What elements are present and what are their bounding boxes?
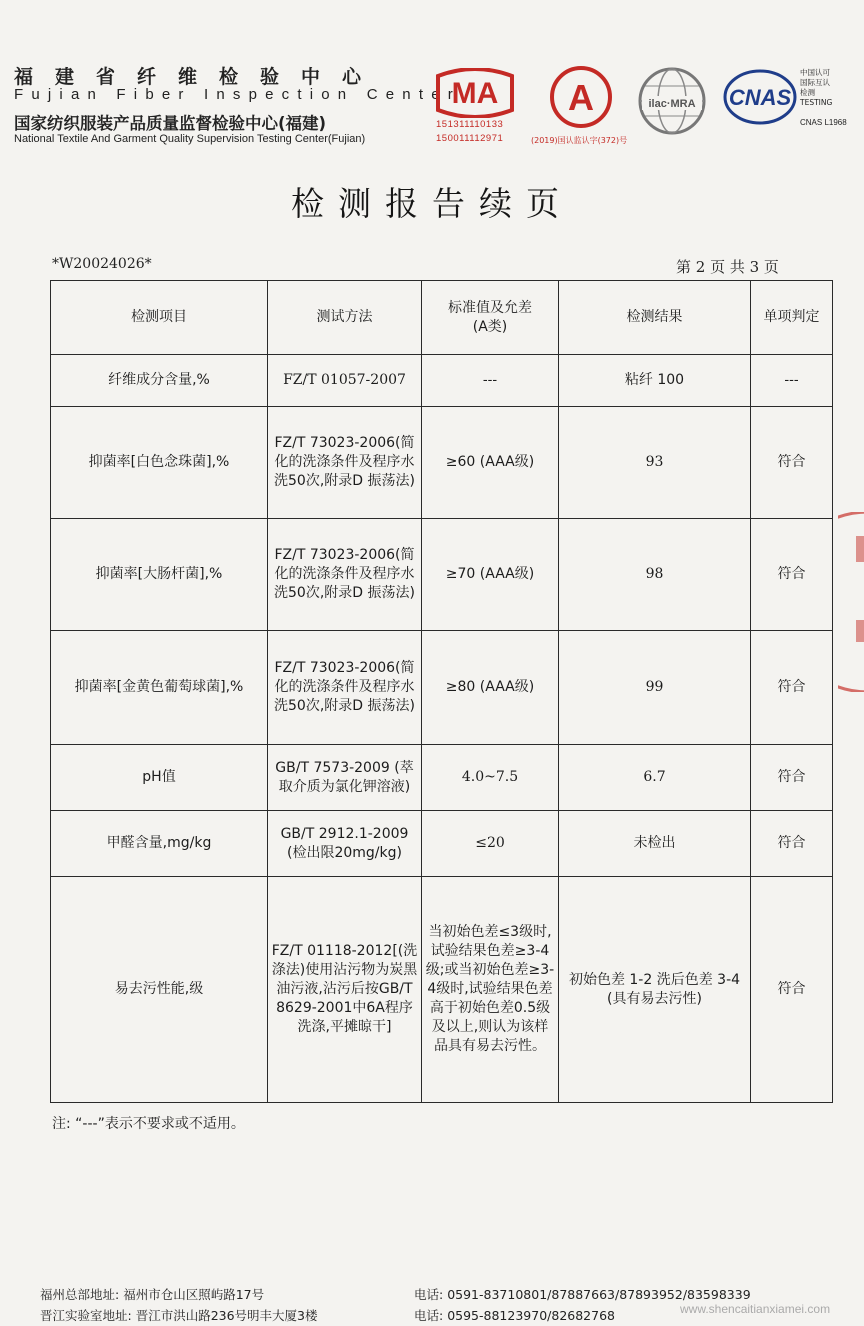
header-verdict: 单项判定 [751,281,833,355]
cell-method: FZ/T 73023-2006(简化的洗涤条件及程序水洗50次,附录D 振荡法) [268,407,422,519]
cell-verdict: 符合 [751,811,833,877]
cnas-description [800,68,832,108]
cell-verdict: 符合 [751,631,833,745]
cell-verdict: 符合 [751,407,833,519]
footer-lab-phone [414,1306,615,1324]
cnas-code: CNAS L1968 [800,118,847,127]
cma-logo-text: MA [451,77,499,110]
cell-standard: ≥80 (AAA级) [422,631,559,745]
footer-hq-phone [414,1285,751,1303]
cal-logo-text: A [568,77,594,118]
header-standard [422,281,559,355]
header-item: 检测项目 [51,281,268,355]
footer-lab-address: 晋江市洪山路236号明丰大厦3楼 [135,1308,318,1323]
table-row [51,877,833,1103]
footer-lab-phone-label: 电话: [414,1308,444,1323]
report-number: *W20024026* [52,256,152,272]
cal-cert-number: (2019)国认监认字(372)号 [531,136,628,145]
footer-hq [40,1285,264,1303]
cell-standard: 当初始色差≤3级时,试验结果色差≥3-4级;或当初始色差≥3-4级时,试验结果色差高于初始色差0.5级及以上,则认为该样品具有易去污性。 [422,877,559,1103]
cell-item: 抑菌率[白色念珠菌],% [51,407,268,519]
cell-verdict: 符合 [751,519,833,631]
footer-lab-phone-number: 0595-88123970/82682768 [447,1308,615,1323]
footer-lab-label: 晋江实验室地址: [40,1308,132,1323]
cell-result: 6.7 [559,745,751,811]
cell-standard: ≥70 (AAA级) [422,519,559,631]
cell-verdict: 符合 [751,745,833,811]
cell-result: 粘纤 100 [559,355,751,407]
cell-method: FZ/T 73023-2006(简化的洗涤条件及程序水洗50次,附录D 振荡法) [268,631,422,745]
cnas-logo-text: CNAS [728,85,792,110]
table-row [51,519,833,631]
center-name-cn: 国家纺织服装产品质量监督检验中心(福建) [14,114,327,133]
cell-verdict: --- [751,355,833,407]
table-note: 注: “---”表示不要求或不适用。 [52,1116,245,1132]
cell-method: FZ/T 01057-2007 [268,355,422,407]
cell-item: 抑菌率[金黄色葡萄球菌],% [51,631,268,745]
cell-item: 纤维成分含量,% [51,355,268,407]
cell-verdict: 符合 [751,877,833,1103]
cma-number-1: 151311110133 [436,119,504,130]
table-row [51,745,833,811]
cnas-desc-line: 检测 [800,88,815,97]
red-seal-icon [838,512,864,692]
footer-hq-label: 福州总部地址: [40,1287,120,1302]
header-result: 检测结果 [559,281,751,355]
footer-hq-phone-label: 电话: [414,1287,444,1302]
header-method: 测试方法 [268,281,422,355]
org-name-cn: 福建省纤维检验中心 [14,66,384,88]
cell-item: 易去污性能,级 [51,877,268,1103]
cal-logo-icon [548,64,614,130]
cell-item: pH值 [51,745,268,811]
cnas-desc-line: TESTING [800,98,833,107]
cma-number-2: 150011112971 [436,133,504,144]
cnas-desc-line: 中国认可 [800,68,830,77]
cell-result: 98 [559,519,751,631]
cell-item: 甲醛含量,mg/kg [51,811,268,877]
cell-item: 抑菌率[大肠杆菌],% [51,519,268,631]
cell-standard: ≤20 [422,811,559,877]
site-watermark: www.shencaitianxiamei.com [680,1302,831,1316]
center-name-en: National Textile And Garment Quality Supervision Testing Center(Fujian) [14,133,366,145]
ilac-mra-logo-icon [636,66,708,136]
cma-logo-icon [432,68,518,118]
table-row [51,407,833,519]
cell-result: 99 [559,631,751,745]
cell-method: GB/T 7573-2009 (萃取介质为氯化钾溶液) [268,745,422,811]
cell-standard: 4.0~7.5 [422,745,559,811]
cell-method: FZ/T 01118-2012[(洗涤法)使用沾污物为炭黑油污液,沾污后按GB/T 8629-2001中6A程序洗涤,平摊晾干] [268,877,422,1103]
cell-method: FZ/T 73023-2006(简化的洗涤条件及程序水洗50次,附录D 振荡法) [268,519,422,631]
results-table [50,280,833,1103]
cell-result: 93 [559,407,751,519]
cell-result: 未检出 [559,811,751,877]
footer-hq-address: 福州市仓山区照屿路17号 [123,1287,265,1302]
table-row [51,811,833,877]
footer-lab [40,1306,318,1324]
cnas-desc-line: 国际互认 [800,78,830,87]
cell-method: GB/T 2912.1-2009 (检出限20mg/kg) [268,811,422,877]
page-indicator: 第 2 页 共 3 页 [676,258,779,276]
cell-result: 初始色差 1-2 洗后色差 3-4 (具有易去污性) [559,877,751,1103]
table-row [51,631,833,745]
cell-standard: --- [422,355,559,407]
header-standard-line2: (A类) [472,318,508,335]
table-row [51,355,833,407]
cnas-logo-icon [722,68,798,126]
table-header-row [51,281,833,355]
ilac-logo-text: ilac·MRA [648,98,696,110]
org-name-en: Fujian Fiber Inspection Center [14,86,461,103]
footer-hq-phone-number: 0591-83710801/87887663/87893952/83598339 [447,1287,751,1302]
cell-standard: ≥60 (AAA级) [422,407,559,519]
page-title: 检测报告续页 [291,184,573,223]
header-standard-line1: 标准值及允差 [448,299,532,316]
